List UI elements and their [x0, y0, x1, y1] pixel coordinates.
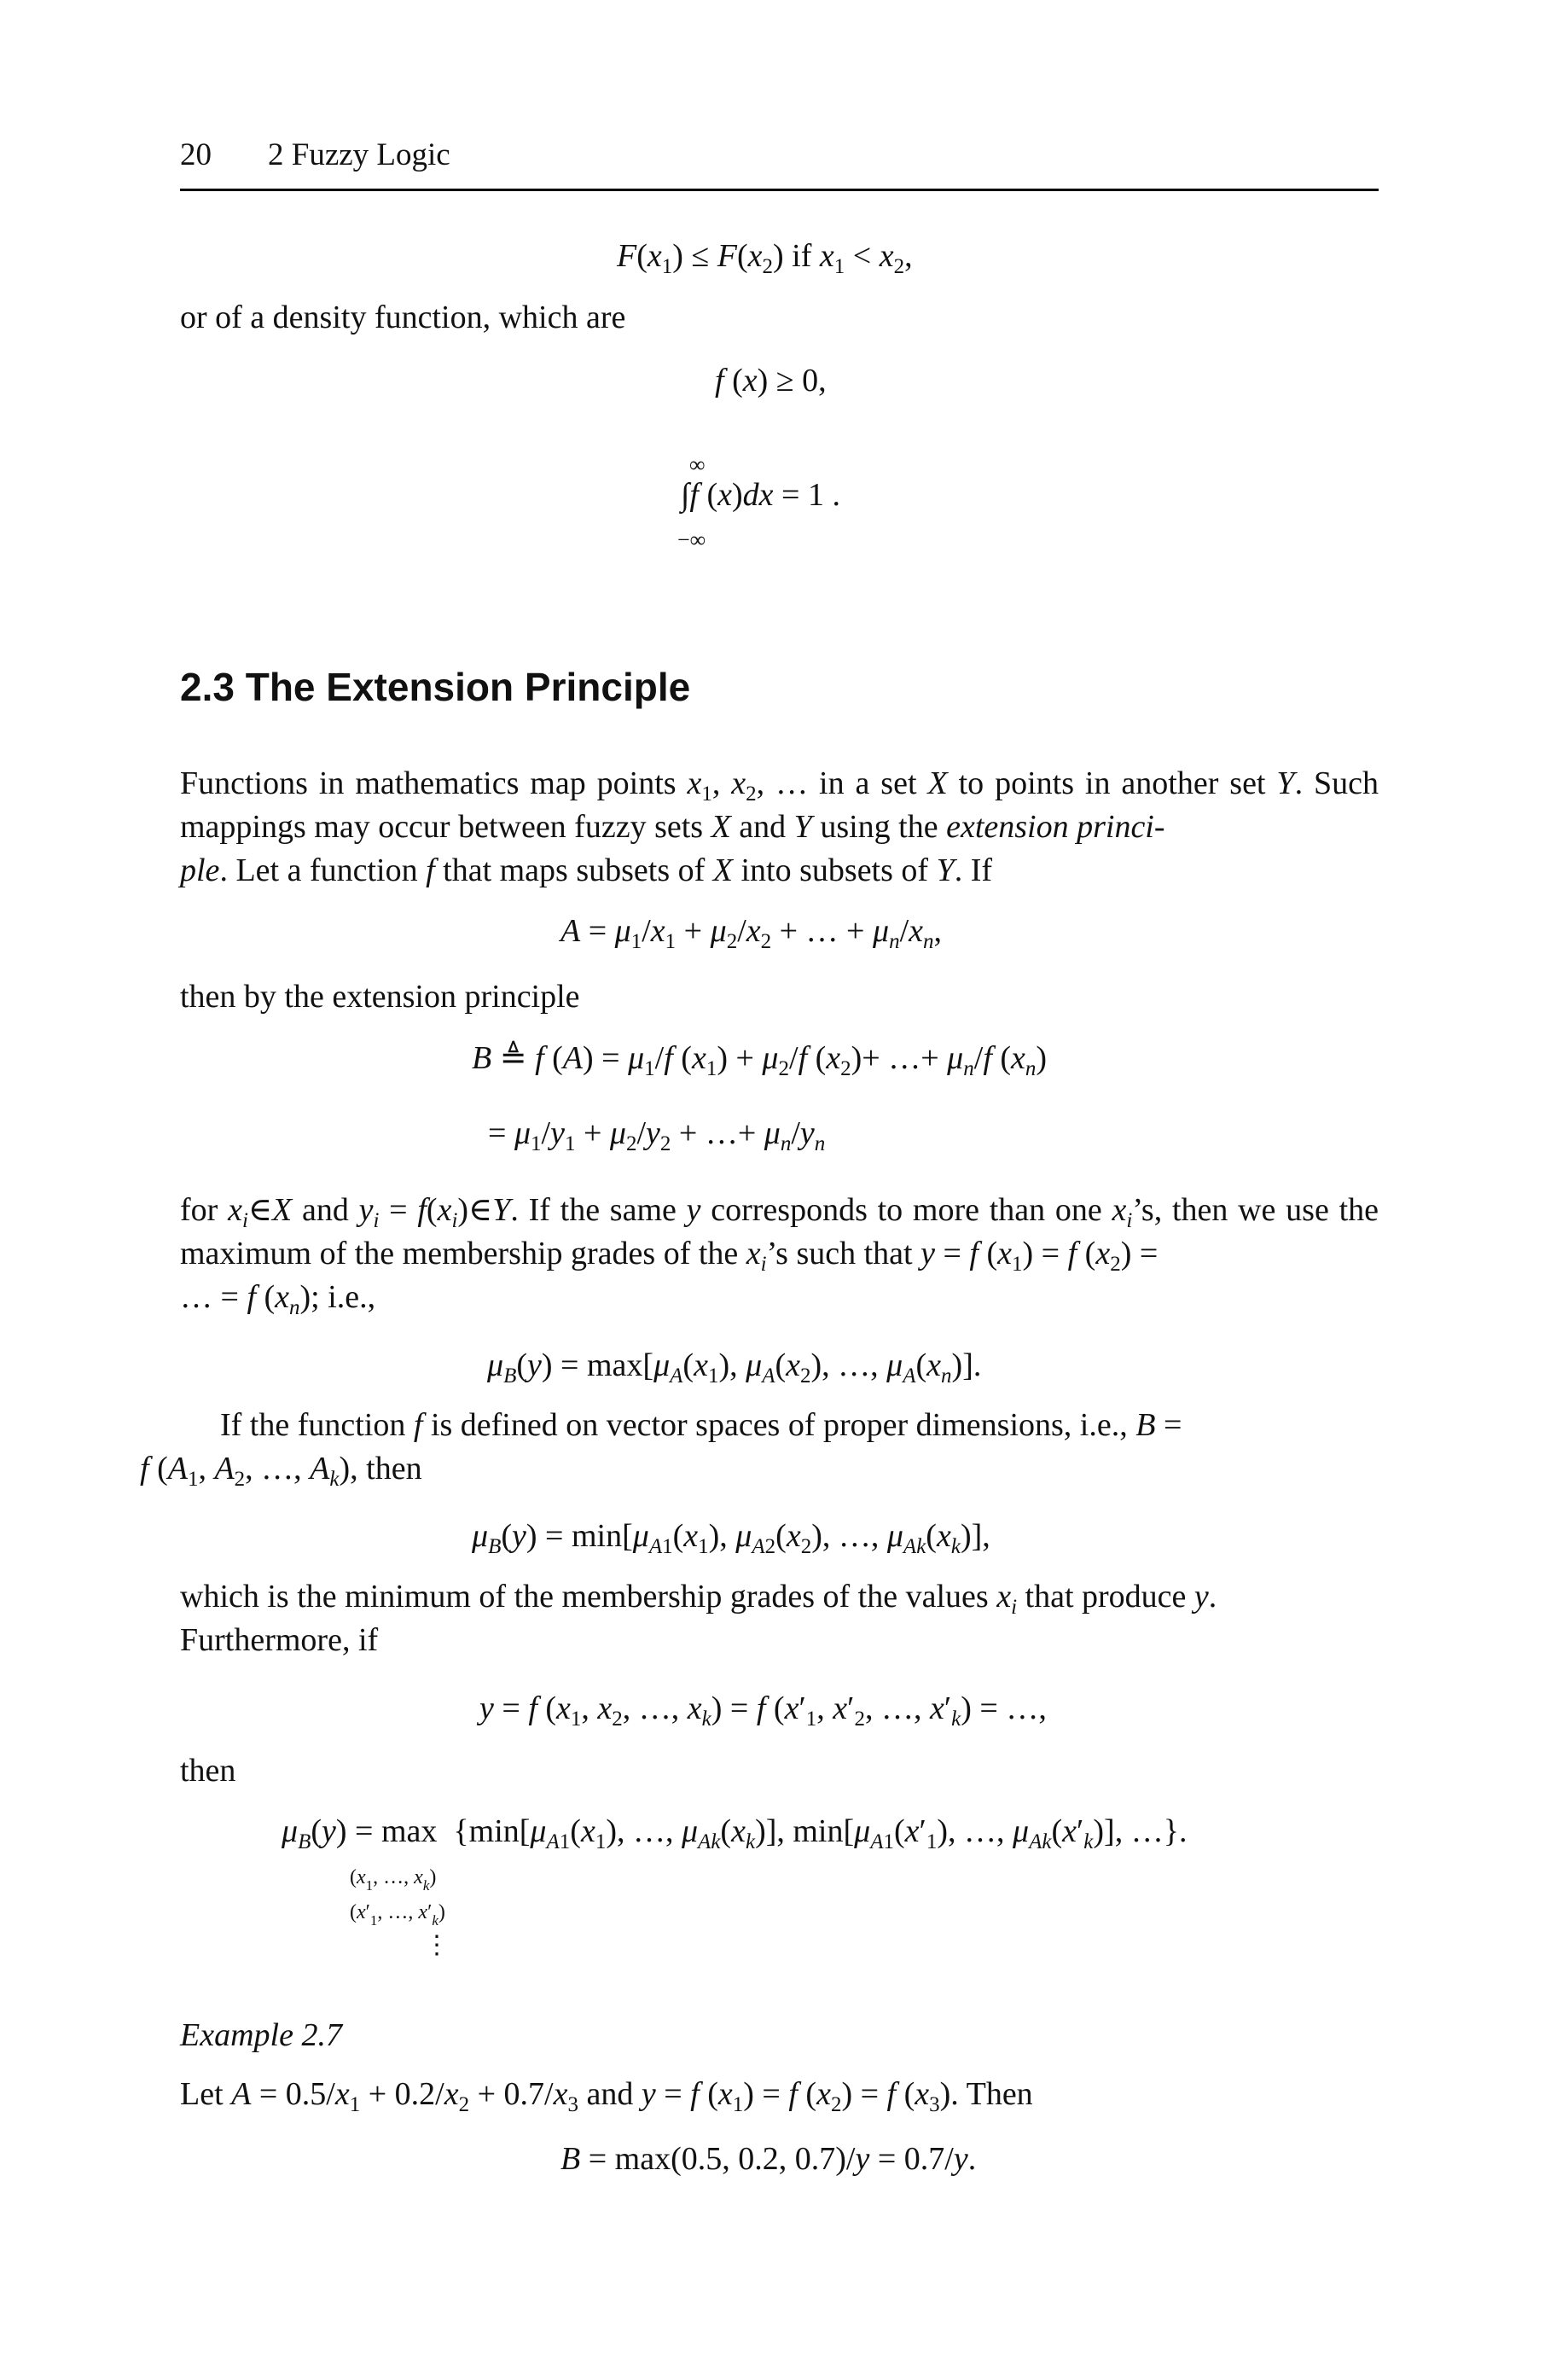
- integral-lower-limit: −∞: [677, 527, 706, 552]
- paragraph-functions: Functions in mathematics map points $x_1$, $x_2$, … in a set X to points in another set Y. Such mappings may occur between fuzzy sets X and Y using the extension princi- ple. Let a function f that maps subsets of X into subsets of Y. If: [180, 765, 1379, 888]
- then-text: then: [180, 1753, 236, 1789]
- extension-intro-text: then by the extension principle: [180, 979, 580, 1015]
- paragraph-maximum-grades: for $x_i\in X$ and $y_i$ = $f(x_i)\in Y$. If the same y corresponds to more than one $x_i’s$, then we use the maximum of the membership grades of the $x_i’s$ such that y = f $(x_1) = f$ $(x_2)$ = … = f $(x_n)$; i.e.,: [180, 1192, 1379, 1319]
- equation-cdf-monotone: $F(x_1) \le F(x_2)$ if $x_1 < x_2$,: [617, 238, 913, 278]
- example-result: B = max(0.5, 0.2, 0.7)/y = 0.7/y.: [560, 2141, 977, 2177]
- equation-B-images: = $\mu_1/y_1 + \mu_2/y_2$ + …+ $\mu_n/y_n$: [488, 1115, 826, 1155]
- example-title: Example 2.7: [180, 2017, 342, 2053]
- header-rule: [180, 189, 1379, 191]
- running-header-chapter: 2 Fuzzy Logic: [268, 137, 450, 172]
- example-statement: Let $A = 0.5/x_1 + 0.2/x_2 + 0.7/x_3$ and y = f $(x_1) = f$ $(x_2) = f$ $(x_3)$. Then: [180, 2076, 1033, 2116]
- equation-B-definition: B ≜ f $(A) = \mu_1/f$ $(x_1) + \mu_2/f$ $(x_2)+$ …+ $\mu_n/f$ $(x_n)$: [472, 1040, 1048, 1080]
- equation-muB-max: $\mu_B(y) = \max[\mu_A(x_1)$, $\mu_A(x_2)$, …, $\mu_A(x_n)$].: [487, 1347, 982, 1388]
- max-subscript-ellipsis: ⋮: [424, 1931, 450, 1959]
- max-subscript-unprimed: ($x_1$, …, $x_k$): [350, 1866, 437, 1894]
- equation-fuzzy-set-A: $A = \mu_1/x_1 + \mu_2/x_2$ + … + $\mu_n/x_n$,: [560, 913, 943, 953]
- equation-muB-min: $\mu_B(y) = \min[\mu_{A1}(x_1)$, $\mu_{A2}(x_2)$, …, $\mu_{Ak}(x_k)$],: [472, 1518, 990, 1558]
- integral-upper-limit: ∞: [689, 452, 706, 477]
- equation-y-multiple-preimages: y = f ($x_1$, $x_2$, …, $x_k) = f$ ($x'_1$, $x'_2$, …, $x'_k$) = …,: [479, 1690, 1047, 1731]
- page-number: 20: [180, 137, 212, 172]
- equation-integral: ∞ ∫f (x)dx = 1 . −∞: [677, 452, 840, 552]
- density-intro-text: or of a density function, which are: [180, 300, 626, 335]
- paragraph-minimum-grades: which is the minimum of the membership grades of the values $x_i$ that produce y. Furthermore, if: [180, 1579, 1217, 1658]
- equation-max-min: $\mu_B(y) = \max \{\min[\mu_{A1}(x_1)$, …, $\mu_{Ak}(x_k)$], $\min[\mu_{A1}(x'_1)$, …, $\mu_{Ak}(x'_k)$], …}.: [282, 1813, 1188, 1853]
- equation-density-nonnegative: f (x) ≥ 0,: [715, 363, 827, 399]
- paragraph-vector-spaces: If the function f is defined on vector spaces of proper dimensions, i.e., B = f ($A_1$, $A_2$, …, $A_k$), then: [140, 1407, 1182, 1491]
- section-heading: 2.3 The Extension Principle: [180, 665, 691, 709]
- max-subscript-primed: ($x'_1$, …, $x'_k$): [350, 1901, 445, 1929]
